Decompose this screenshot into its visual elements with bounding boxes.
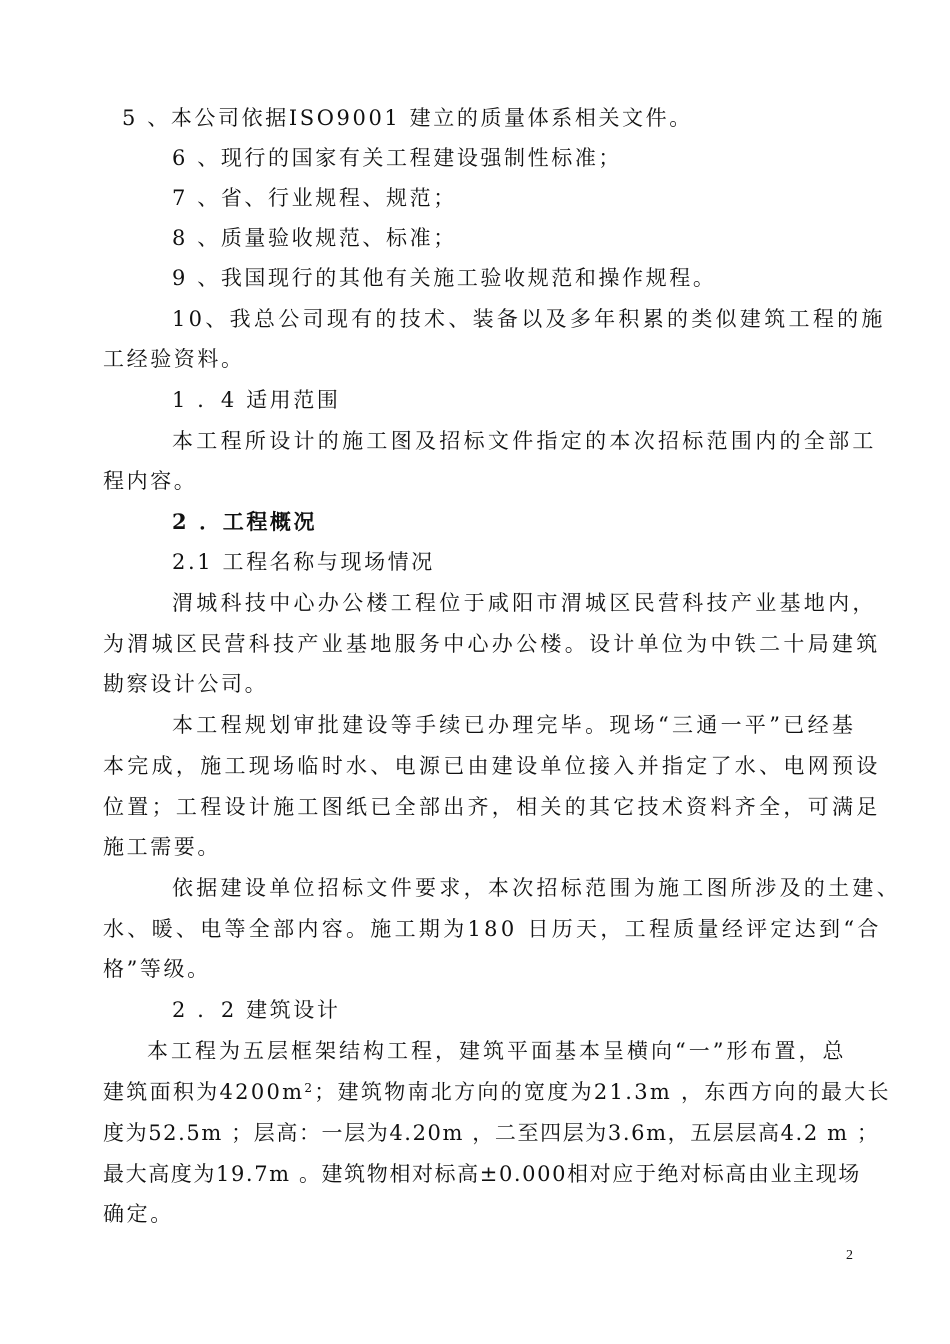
subsection-heading-project-name: 2.1 工程名称与现场情况 [172, 550, 435, 574]
project-location-paragraph: 渭城科技中心办公楼工程位于咸阳市渭城区民营科技产业基地内， [172, 591, 877, 615]
page-number: 2 [846, 1248, 853, 1263]
building-area-line [103, 1077, 950, 1107]
reference-item-7: 7 、省、行业规程、规范； [172, 186, 457, 210]
project-location-paragraph-line-3: 勘察设计公司。 [103, 672, 269, 696]
building-area-text: 建筑面积为4200m [103, 1080, 305, 1104]
site-readiness-paragraph: 本工程规划审批建设等手续已办理完毕。现场“三通一平”已经基 [172, 713, 857, 737]
reference-item-6: 6 、现行的国家有关工程建设强制性标准； [172, 146, 623, 170]
scope-paragraph-continued: 程内容。 [103, 469, 198, 493]
reference-item-10-continued: 工经验资料。 [103, 347, 245, 371]
subsection-heading-architectural-design: 2 ．2 建筑设计 [172, 998, 341, 1022]
project-location-paragraph-line-2: 为渭城区民营科技产业基地服务中心办公楼。设计单位为中铁二十局建筑 [103, 632, 881, 656]
tender-scope-paragraph-line-2: 水、暖、电等全部内容。施工期为180 日历天，工程质量经评定达到“合 [103, 917, 882, 941]
reference-item-5: 5 、本公司依据ISO9001 建立的质量体系相关文件。 [122, 106, 693, 130]
reference-item-10: 10、我总公司现有的技术、装备以及多年积累的类似建筑工程的施 [172, 307, 886, 331]
site-readiness-paragraph-line-4: 施工需要。 [103, 835, 221, 859]
building-elevation-line-end: 确定。 [103, 1202, 174, 1226]
tender-scope-paragraph: 依据建设单位招标文件要求，本次招标范围为施工图所涉及的土建、 [172, 876, 901, 900]
section-heading-scope: 1 ．4 适用范围 [172, 388, 341, 412]
site-readiness-paragraph-line-2: 本完成，施工现场临时水、电源已由建设单位接入并指定了水、电网预设 [103, 754, 881, 778]
scope-paragraph: 本工程所设计的施工图及招标文件指定的本次招标范围内的全部工 [172, 429, 877, 453]
section-heading-project-overview: 2 ．工程概况 [172, 509, 318, 534]
building-elevation-line: 最大高度为19.7m 。建筑物相对标高±0.000相对应于绝对标高由业主现场 [103, 1162, 861, 1186]
square-meter-superscript: 2 [304, 1081, 315, 1095]
tender-scope-paragraph-line-3: 格”等级。 [103, 957, 211, 981]
architectural-design-paragraph: 本工程为五层框架结构工程，建筑平面基本呈横向“一”形布置，总 [147, 1039, 847, 1063]
reference-item-8: 8 、质量验收规范、标准； [172, 226, 457, 250]
building-dimensions-text: ；建筑物南北方向的宽度为21.3m ，东西方向的最大长 [314, 1080, 891, 1104]
site-readiness-paragraph-line-3: 位置；工程设计施工图纸已全部出齐，相关的其它技术资料齐全，可满足 [103, 795, 881, 819]
building-dimensions-line: 度为52.5m ；层高：一层为4.20m ，二至四层为3.6m，五层层高4.2 m ； [103, 1121, 880, 1145]
reference-item-9: 9 、我国现行的其他有关施工验收规范和操作规程。 [172, 266, 717, 290]
